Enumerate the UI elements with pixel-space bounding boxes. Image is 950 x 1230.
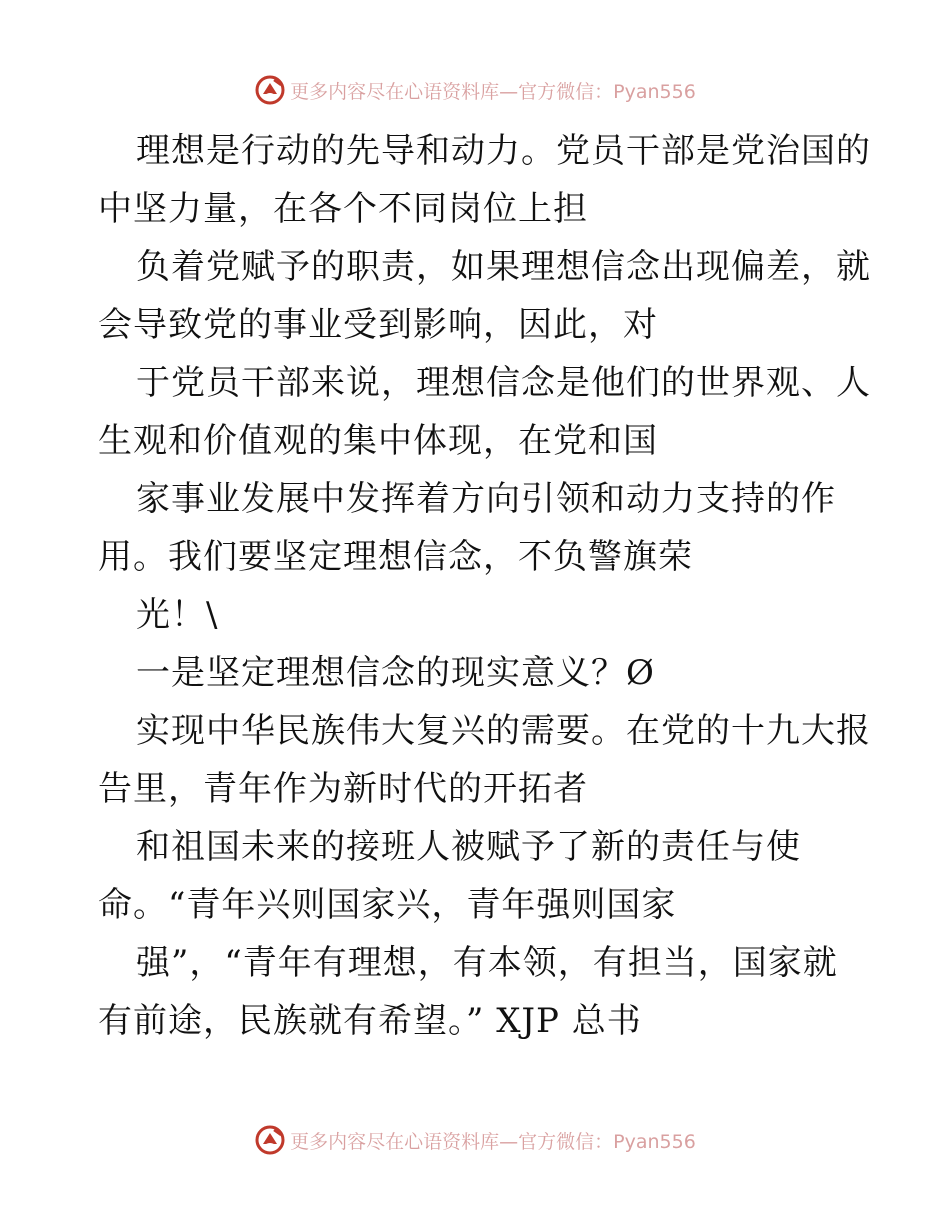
watermark-text: 更多内容尽在心语资料库—官方微信：Pyan556 <box>290 1130 696 1153</box>
text-line: 命。“青年兴则国家兴，青年强则国家 <box>98 885 677 925</box>
text-line: 负着党赋予的职责，如果理想信念出现偏差，就 <box>136 247 871 287</box>
document-body <box>98 122 871 1050</box>
watermark-text: 更多内容尽在心语资料库—官方微信：Pyan556 <box>290 80 696 103</box>
book-logo-icon <box>254 74 286 106</box>
footer-watermark <box>0 1120 950 1160</box>
text-line: 告里，青年作为新时代的开拓者 <box>98 769 588 809</box>
header-watermark <box>0 70 950 110</box>
text-line: 家事业发展中发挥着方向引领和动力支持的作 <box>136 479 836 519</box>
text-line: 光！\ <box>136 595 219 635</box>
text-line: 中坚力量，在各个不同岗位上担 <box>98 189 588 229</box>
text-line: 会导致党的事业受到影响，因此，对 <box>98 305 658 345</box>
text-line: 实现中华民族伟大复兴的需要。在党的十九大报 <box>136 711 871 751</box>
text-line: 于党员干部来说，理想信念是他们的世界观、人 <box>136 363 871 403</box>
text-line: 用。我们要坚定理想信念，不负警旗荣 <box>98 537 693 577</box>
text-line: 生观和价值观的集中体现，在党和国 <box>98 421 658 461</box>
section-heading: 一是坚定理想信念的现实意义？Ø <box>136 653 655 693</box>
book-logo-icon <box>254 1124 286 1156</box>
text-line: 强”，“青年有理想，有本领，有担当，国家就 <box>136 943 838 983</box>
text-line: 有前途，民族就有希望。” XJP 总书 <box>98 1001 642 1041</box>
text-line: 和祖国未来的接班人被赋予了新的责任与使 <box>136 827 801 867</box>
text-line: 理想是行动的先导和动力。党员干部是党治国的 <box>136 131 871 171</box>
